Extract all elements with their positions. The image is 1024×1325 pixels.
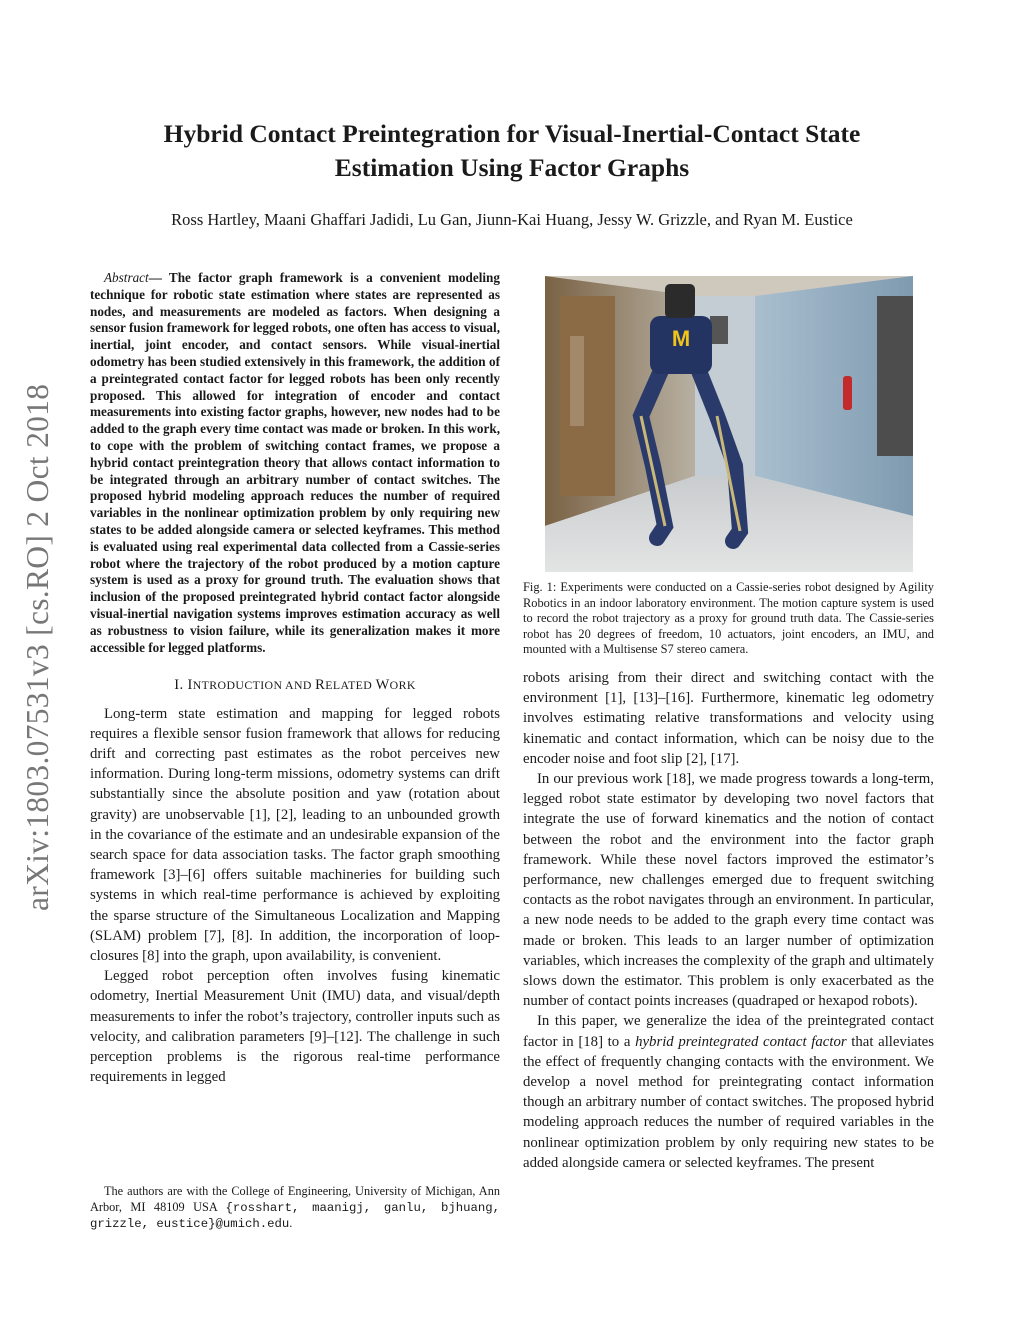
section-number: I. (174, 677, 184, 694)
section-title-part: ELATED (325, 678, 376, 693)
paragraph-text: In this paper, we generalize the idea of the preintegrated contact factor in [18] to a (523, 1013, 934, 1050)
author-list: Ross Hartley, Maani Ghaffari Jadidi, Lu Gan, Jiunn-Kai Huang, Jessy W. Grizzle, and Ryan M. Eustice (171, 210, 853, 229)
footnote-end: . (289, 1216, 293, 1231)
body-paragraph: Long-term state estimation and mapping for legged robots requires a flexible sensor fusion framework that allows for reducing drift and correcting past estimates as the robot perceives new information. During long-term missions, odometry systems can drift substantially since the absolute position and yaw (rotation about gravity) are unobservable [1], [2], leading to an unbounded growth in the covariance of the estimate and an undesirable expansion of the search space for data association tasks. The factor graph smoothing framework [3]–[6] offers suitable machineries for building such systems in which real-time performance is achieved by exploiting the sparse structure of the Simultaneous Localization and Mapping (SLAM) problem [7], [8]. In addition, the incorporation of loop-closures [8] into the graph, upon availability, is convenient. (90, 705, 500, 964)
author-emails: {rosshart, maanigj, ganlu, bjhuang, grizzle, eustice}@umich.edu (90, 1200, 501, 1232)
section-title-part: ORK (389, 678, 416, 693)
right-column (523, 668, 934, 1173)
paper-title: Hybrid Contact Preintegration for Visual-Inertial-Contact State Estimation Using Factor Graphs (163, 119, 861, 182)
section-title-w: W (375, 677, 390, 694)
footnote-text: The authors are with the College of Engineering, University of Michigan, Ann Arbor, MI 48109 USA (90, 1184, 500, 1214)
michigan-logo: M (671, 326, 691, 351)
abstract-text: The factor graph framework is a convenient modeling technique for robotic state estimation where states are represented as nodes, and measurements are modeled as factors. When designing a sensor fusion framework for legged robots, one often has access to visual, inertial, joint encoder, and contact sensors. While visual-inertial odometry has been studied extensively in this framework, the addition of a preintegrated contact factor for legged robots has been only recently proposed. This allowed for integration of encoder and contact measurements into existing factor graphs, however, new nodes had to be added to the graph every time contact was made or broken. In this work, to cope with the problem of switching contact frames, we propose a hybrid contact preintegration theory that allows contact information to be integrated through an arbitrary number of contact switches. The proposed hybrid modeling approach reduces the number of required variables in the nonlinear optimization problem by only requiring new states to be added alongside camera or selected keyframes. This method is evaluated using real experimental data collected from a Cassie-series robot where the trajectory of the robot produced by a motion capture system is used as a proxy for ground truth. The evaluation shows that inclusion of the proposed preintegrated hybrid contact factor alongside visual-inertial navigation systems improves estimation accuracy as well as robustness to vision failure, while its generalization makes it more accessible for legged platforms. (90, 270, 500, 655)
body-paragraph: robots arising from their direct and switching contact with the environment [1], [13]–[16]. Furthermore, kinematic leg odometry involves estimating relative transformations and velocity using kinematic and contact information, which can be noisy due to the encoder noise and foot slip [2], [17]. (523, 670, 934, 767)
abstract: Abstract— The factor graph framework is a convenient modeling technique for robotic state estimation where states are represented as nodes, and measurements are modeled as factors. When designing a sensor fusion framework for legged robots, one often has access to visual, inertial, joint encoder, and contact sensors. While visual-inertial odometry has been studied extensively in this framework, the addition of a preintegrated contact factor for legged robots has been only recently proposed. This allowed for integration of encoder and contact measurements into existing factor graphs, however, new nodes had to be added to the graph every time contact was made or broken. In this work, to cope with the problem of switching contact frames, we propose a hybrid contact preintegration theory that allows contact information to be integrated through an arbitrary number of contact switches. The proposed hybrid modeling approach reduces the number of required variables in the nonlinear optimization problem by only requiring new states to be added alongside camera or selected keyframes. This method is evaluated using real experimental data collected from a Cassie-series robot where the trajectory of the robot produced by a motion capture system is used as a proxy for ground truth. The evaluation shows that inclusion of the proposed preintegrated hybrid contact factor alongside visual-inertial navigation systems improves estimation accuracy as well as robustness to vision failure, while its generalization makes it more accessible for legged platforms. (90, 270, 500, 655)
robot-photo-illustration (545, 276, 913, 572)
emphasized-term: hybrid preintegrated contact factor (635, 1033, 847, 1050)
figure-caption: Fig. 1: Experiments were conducted on a Cassie-series robot designed by Agility Robotics in an indoor laboratory environment. The motion capture system is used to record the robot trajectory as a proxy for ground truth data. The Cassie-series robot has 20 degrees of freedom, 10 actuators, joint encoders, an IMU, and mounted with a Multisense S7 stereo camera. (523, 580, 934, 657)
author-affiliation-footnote (90, 1184, 500, 1233)
arxiv-identifier: arXiv:1803.07531v3 [cs.RO] 2 Oct 2018 (20, 383, 55, 912)
left-column (90, 270, 500, 1087)
abstract-label: Abstract (104, 270, 149, 285)
section-title-part: NTRODUCTION AND (192, 678, 316, 693)
figure-robot-photo (545, 276, 913, 572)
section-title-r: R (315, 677, 326, 694)
section-heading (90, 675, 500, 695)
body-paragraph: In our previous work [18], we made progress towards a long-term, legged robot state estimator by developing two novel factors that integrate the use of forward kinematics and the notion of contact between the robot and the environment into the factor graph framework. While these novel factors improved the estimator’s performance, new challenges emerged due to frequent switching contacts as the robot navigates through an environment. In particular, a new node needs to be added to the graph every time contact was made or broken. This leads to an larger number of optimization variables, which increases the complexity of the graph and ultimately slows down the estimator. This problem is only exacerbated as the number of contact points increases (quadraped or hexapod robots). (523, 771, 934, 1010)
body-paragraph (523, 1011, 934, 1173)
paragraph-text: that alleviates the effect of frequently changing contacts with the environment. We develop a novel method for preintegrating contact information though an arbitrary number of contact switches. The proposed hybrid modeling approach reduces the number of required variables in the nonlinear optimization problem by only requiring new states to be added alongside camera or selected keyframes. The present (523, 1033, 935, 1171)
section-title-i: I (187, 677, 193, 694)
body-paragraph: Legged robot perception often involves fusing kinematic odometry, Inertial Measurement Unit (IMU) data, and visual/depth measurements to infer the robot’s trajectory, controller inputs such as velocity, and calibration parameters [9]–[12]. The challenge in such perception problems is the rigorous real-time performance requirements in legged (90, 968, 500, 1086)
